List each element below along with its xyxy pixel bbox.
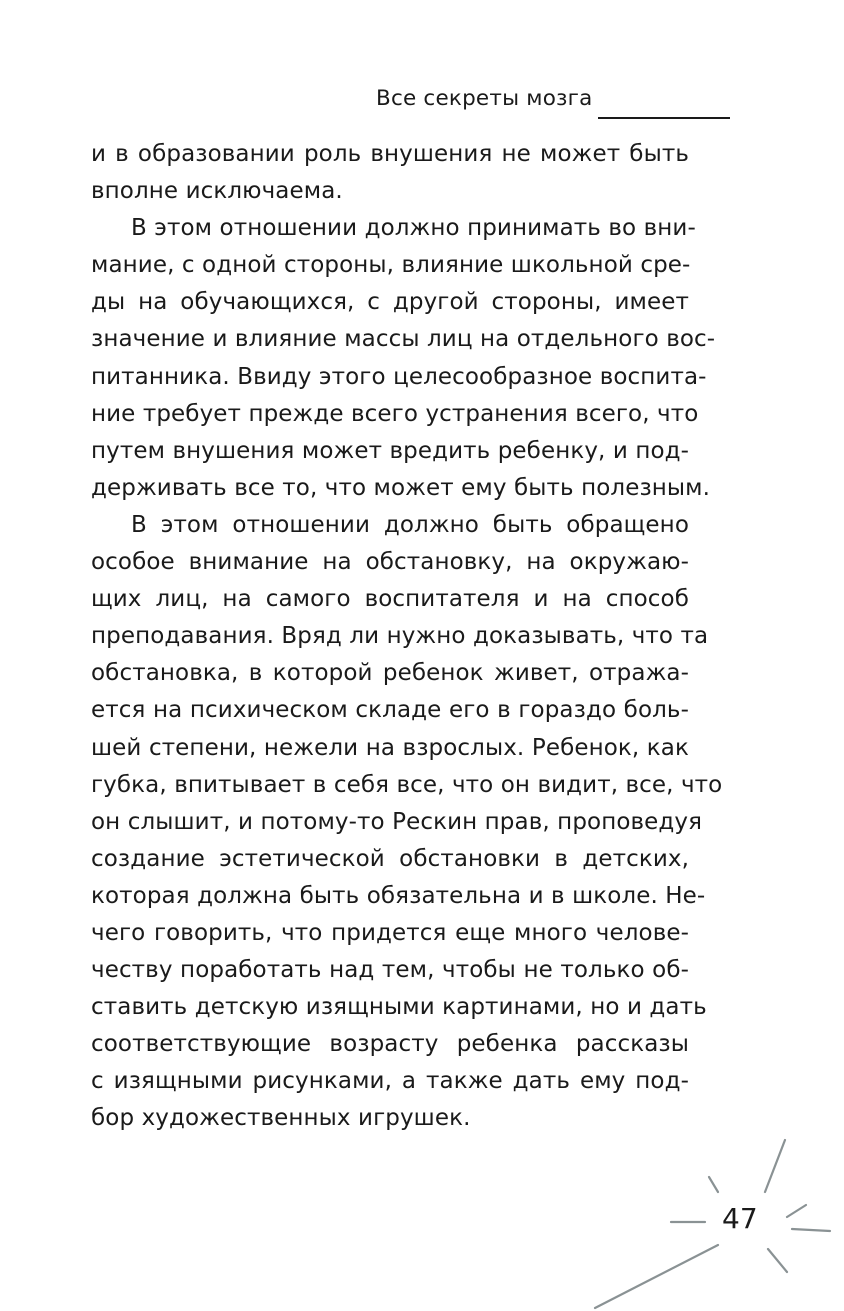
burst-rays xyxy=(595,1140,830,1308)
text-line: он слышит, и потому-то Рескин прав, проповедуя xyxy=(91,808,703,835)
burst-ray-top-left xyxy=(709,1177,718,1192)
text-line: особое внимание на обстановку, на окружаю- xyxy=(91,549,689,576)
text-line: мание, с одной стороны, влияние школьной сре- xyxy=(91,252,691,279)
text-line: держивать все то, что может ему быть полезным. xyxy=(91,474,711,501)
text-line: с изящными рисунками, а также дать ему под- xyxy=(91,1068,689,1095)
text-line: вполне исключаема. xyxy=(91,178,343,205)
text-line: бор художественных игрушек. xyxy=(91,1105,471,1132)
paragraph xyxy=(91,507,723,1138)
text-line: ние требует прежде всего устранения всего, что xyxy=(91,400,699,427)
text-line: которая должна быть обязательна и в школе. Не- xyxy=(91,882,706,909)
text-line: ставить детскую изящными картинами, но и дать xyxy=(91,994,707,1021)
paragraph xyxy=(91,210,716,507)
running-header: Все секреты мозга xyxy=(376,86,593,111)
text-line: В этом отношении должно быть обращено xyxy=(131,511,689,538)
burst-ray-bottom-right xyxy=(768,1249,787,1272)
text-line: чего говорить, что придется еще много челове- xyxy=(91,919,689,946)
text-line: обстановка, в которой ребенок живет, отража- xyxy=(91,660,689,687)
text-line: ется на психическом складе его в гораздо боль- xyxy=(91,697,689,724)
burst-ray-bottom-left xyxy=(595,1245,718,1308)
page-number-burst xyxy=(590,1135,844,1311)
page-number: 47 xyxy=(722,1202,758,1235)
text-line: щих лиц, на самого воспитателя и на способ xyxy=(91,586,689,613)
text-line: соответствующие возрасту ребенка рассказы xyxy=(91,1031,689,1058)
paragraph xyxy=(91,136,689,210)
text-line: В этом отношении должно принимать во вни- xyxy=(131,215,696,242)
burst-ray-right-upper xyxy=(787,1205,806,1217)
text-line: значение и влияние массы лиц на отдельного вос- xyxy=(91,326,716,353)
text-line: создание эстетической обстановки в детских, xyxy=(91,845,689,872)
burst-ray-top xyxy=(765,1140,785,1192)
burst-ray-right xyxy=(792,1229,830,1231)
text-line: и в образовании роль внушения не может быть xyxy=(91,141,689,167)
text-line: путем внушения может вредить ребенку, и под- xyxy=(91,437,690,464)
header-rule xyxy=(598,117,730,119)
body-text xyxy=(91,136,723,1138)
text-line: губка, впитывает в себя все, что он видит, все, что xyxy=(91,771,723,798)
text-line: шей степени, нежели на взрослых. Ребенок, как xyxy=(91,734,689,761)
text-line: честву поработать над тем, чтобы не только об- xyxy=(91,957,689,984)
text-line: питанника. Ввиду этого целесообразное воспита- xyxy=(91,363,707,390)
text-line: преподавания. Вряд ли нужно доказывать, что та xyxy=(91,623,709,650)
text-line: ды на обучающихся, с другой стороны, имеет xyxy=(91,289,689,316)
